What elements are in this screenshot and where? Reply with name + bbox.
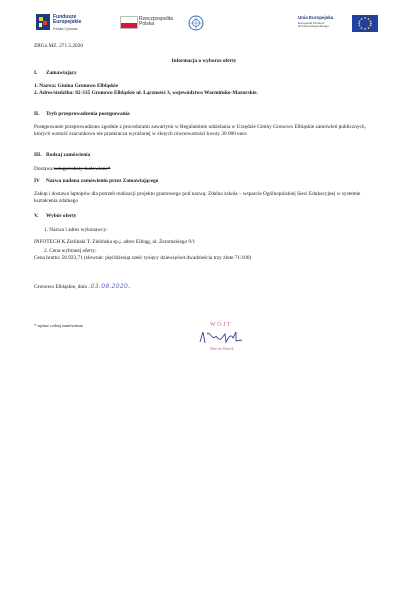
section-1-heading: I. Zamawiający bbox=[34, 70, 77, 76]
unia-europejska-logo bbox=[298, 12, 380, 36]
ue-sub: Europejski Fundusz Rozwoju Regionalnego bbox=[298, 21, 329, 29]
order-name-text: Zakup i dostawa laptopów dla potrzeb realizacji projektu grantowego pod nazwą: Zdalna szkoła – wsparcie Ogólnopolskiej Sieci Edukacyjnej w systemie kształcenia zdalnego bbox=[34, 191, 361, 204]
official-stamp bbox=[198, 322, 250, 352]
stamp-title: WÓJT bbox=[210, 322, 232, 328]
place-date-line bbox=[34, 283, 131, 290]
contractor-value: INFOTECH K.Zieliński T. Zielińska sp.j. adres Elbląg, ul. Żeromskiego 9/1 bbox=[34, 239, 196, 245]
warmia-mazury-logo bbox=[188, 12, 233, 36]
date-trail: .. bbox=[128, 284, 131, 290]
footnote: * wpisać rodzaj zamówienia bbox=[34, 323, 83, 328]
handwritten-date: 03.08.2020 bbox=[90, 283, 129, 290]
regional-crest-icon bbox=[188, 13, 204, 33]
fundusze-europejskie-logo bbox=[36, 12, 106, 36]
buyer-address: 2. Adres/siedziba: 82-335 Gronowo Elbląskie ul. Łączności 3, województwo Warmińsko-Mazurskie. bbox=[34, 90, 258, 96]
procedure-text: Postępowanie przeprowadzono zgodnie z procedurami zawartymi w Regulaminie udzielania w Urzędzie Gminy Gronowo Elbląskie zamówień publicznych, których wartość szacunkowa nie przekracza wyrażonej w złotych równowartości kwoty 30 000 euro bbox=[34, 124, 366, 137]
section-5-heading: V. Wybór oferty bbox=[34, 213, 77, 219]
buyer-name: 1. Nazwa: Gmina Gronowo Elbląskie bbox=[34, 83, 118, 89]
fe-name: Fundusze Europejskie bbox=[53, 14, 82, 25]
price-label: 2. Cena wybranej oferty: bbox=[44, 248, 97, 254]
fe-mark-icon bbox=[36, 14, 50, 30]
logo-bar bbox=[36, 12, 381, 38]
fe-sub: Polska Cyfrowa bbox=[53, 27, 78, 31]
eu-flag-icon bbox=[352, 15, 378, 32]
contractor-label: 1. Nazwa i adres wykonawcy: bbox=[44, 227, 108, 233]
order-type: Dostawa/usługa/roboty budowlane* bbox=[34, 166, 111, 172]
section-4-heading: IV Nazwa nadana zamówieniu przez Zamawiającego bbox=[34, 178, 159, 184]
ue-name: Unia Europejska bbox=[298, 15, 334, 20]
signature-icon bbox=[198, 328, 250, 346]
section-2-heading: II. Tryb przeprowadzenia postępowania bbox=[34, 111, 130, 117]
document-title: Informacja o wyborze oferty bbox=[171, 58, 237, 64]
stamp-name: Marcin Sławik bbox=[210, 346, 234, 351]
rp-name: Rzeczpospolita Polska bbox=[139, 16, 173, 27]
reference-number: ZRGo.MZ. 271.5.2020 bbox=[34, 43, 83, 49]
polish-flag-icon bbox=[120, 16, 138, 29]
section-3-heading: III. Rodzaj zamówienia bbox=[34, 152, 91, 158]
date-label: Gronowo Elbląskie, dnia .. bbox=[34, 284, 91, 290]
price-value: Cena brutto: 56.923,71 (słownie: pięćdziesiąt sześć tysięcy dziewięćset dwadzieścia trzy złote 71/100) bbox=[34, 255, 252, 261]
rzeczpospolita-logo bbox=[120, 12, 178, 36]
